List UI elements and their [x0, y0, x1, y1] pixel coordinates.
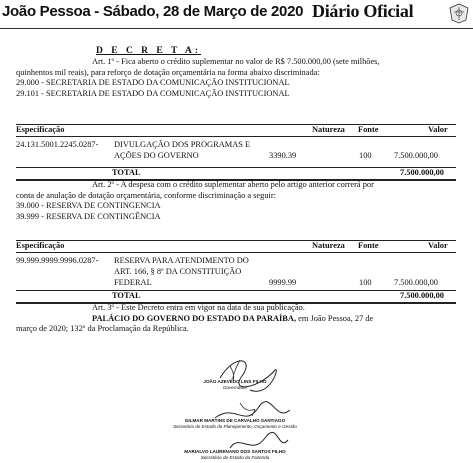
total-label: TOTAL	[112, 168, 141, 177]
header-brand: Diário Oficial	[312, 1, 414, 21]
article-1-line-2: quinhentos mil reais), para reforço de dotação orçamentária na forma abaixo discriminada:	[16, 67, 320, 77]
header-natureza: Natureza	[312, 125, 345, 134]
article-3: Art. 3º - Este Decreto entra em vigor na data de sua publicação.	[92, 303, 305, 312]
row-desc-line-2: AÇÕES DO GOVERNO	[114, 151, 199, 160]
header-fonte: Fonte	[358, 241, 379, 250]
table-total-row	[16, 167, 456, 181]
palacio-rest: em João Pessoa, 27 de	[296, 313, 374, 323]
annulment-table	[16, 240, 456, 304]
article-1-line-1: Art. 1º - Fica aberto o crédito suplementar no valor de R$ 7.500.000,00 (sete milhões,	[92, 57, 380, 66]
header-valor: Valor	[428, 125, 448, 134]
header-divider	[0, 28, 473, 29]
row-valor: 7.500.000,00	[394, 151, 438, 160]
signatory-role: Secretário de Estado do Planejamento, Orçamento e Gestão	[173, 423, 297, 429]
signatory-role: Secretário de Estado da Fazenda	[200, 454, 270, 460]
org-line-3: 39.000 - RESERVA DE CONTINGENCIA	[16, 201, 161, 210]
row-fonte: 100	[359, 278, 372, 287]
row-desc-line-1: DIVULGAÇÃO DOS PROGRAMAS E	[114, 140, 251, 149]
header-date-title: João Pessoa - Sábado, 28 de Março de 2020	[2, 3, 304, 20]
credit-table	[16, 124, 456, 181]
header-valor: Valor	[428, 241, 448, 250]
signatory-name: MARIALVO LAURENANO DOS SANTOS FILHO	[184, 449, 286, 454]
row-code: 24.131.5001.2245.0287-	[16, 140, 99, 149]
row-natureza: 3390.39	[269, 151, 297, 160]
row-desc-line-1: RESERVA PARA ATENDIMENTO DO	[114, 256, 249, 265]
row-fonte: 100	[359, 151, 372, 160]
annulment-table-header	[16, 240, 456, 253]
credit-table-header	[16, 124, 456, 137]
article-2-line-2: conta de anulação de dotação orçamentária, conforme discriminação a seguir:	[16, 190, 276, 200]
row-desc-line-2: ART. 166, § 8º DA CONSTITUIÇÃO	[114, 267, 242, 276]
total-value: 7.500.000,00	[400, 168, 444, 177]
total-value: 7.500.000,00	[400, 291, 444, 300]
signatory-name: JOÃO AZEVÊDO LINS FILHO	[203, 379, 267, 384]
org-line-1: 29.000 - SECRETARIA DE ESTADO DA COMUNICAÇÃO INSTITUCIONAL	[16, 78, 290, 87]
total-label: TOTAL	[112, 291, 141, 300]
newspaper-header	[0, 0, 473, 28]
header-especificacao: Especificação	[16, 125, 65, 134]
row-code: 99.999.9999.9996.0287-	[16, 256, 99, 265]
signature-scribbles	[180, 348, 330, 463]
org-line-4: 39.999 - RESERVA DE CONTINGÊNCIA	[16, 211, 161, 221]
header-especificacao: Especificação	[16, 241, 65, 250]
signature-governor	[150, 379, 320, 390]
table-total-row	[16, 290, 456, 304]
org-line-2: 29.101 - SECRETARIA DE ESTADO DA COMUNICAÇÃO INSTITUCIONAL	[16, 88, 290, 98]
row-desc-line-3: FEDERAL	[114, 278, 152, 287]
signature-planning-secretary	[130, 418, 340, 429]
palacio-bold: PALÁCIO DO GOVERNO DO ESTADO DA PARAÍBA,	[92, 313, 297, 323]
table-row	[16, 253, 456, 290]
table-row	[16, 137, 456, 167]
row-natureza: 9999.99	[269, 278, 297, 287]
signatory-name: GILMAR MARTINS DE CARVALHO SANTIAGO	[184, 418, 286, 423]
article-2-line-1: Art. 2º - A despesa com o crédito suplementar aberto pelo artigo anterior correrá por	[92, 180, 374, 189]
row-valor: 7.500.000,00	[394, 278, 438, 287]
palacio-line-1	[16, 314, 456, 325]
signatory-role: Governador	[222, 384, 248, 390]
header-natureza: Natureza	[312, 241, 345, 250]
header-fonte: Fonte	[358, 125, 379, 134]
decreta-heading: D E C R E T A:	[96, 46, 201, 56]
palacio-line-2: março de 2020; 132º da Proclamação da República.	[16, 324, 189, 333]
state-emblem-icon	[446, 2, 472, 24]
signature-finance-secretary	[140, 449, 330, 460]
